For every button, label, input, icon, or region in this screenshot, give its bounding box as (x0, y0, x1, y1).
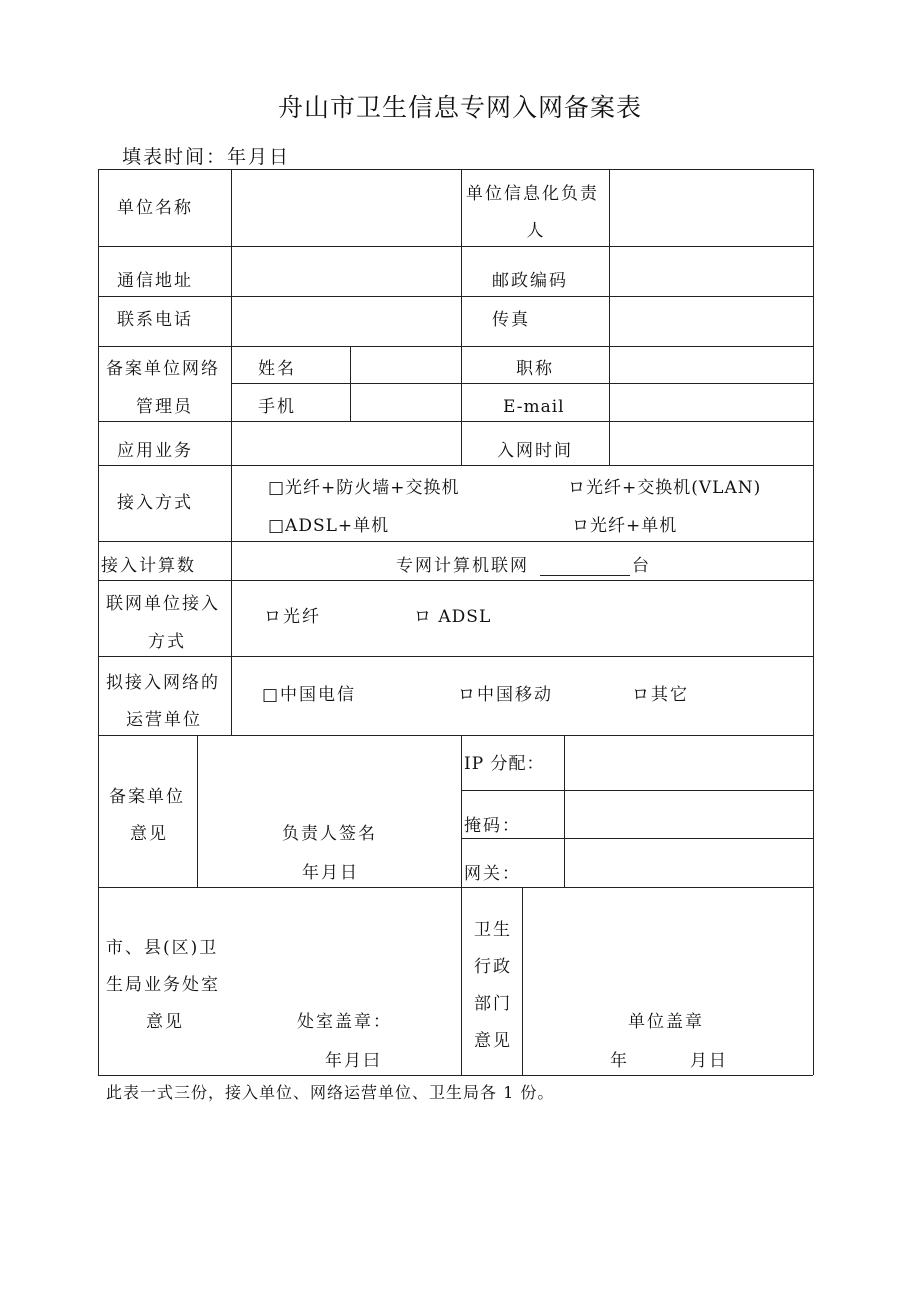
computer-count-blank[interactable] (540, 575, 630, 576)
computer-count-label: 接入计算数 (101, 556, 196, 576)
bureau-label-end: 意见 (146, 1012, 184, 1032)
app-business-label: 应用业务 (117, 441, 193, 461)
access-option-fiber-switch-vlan[interactable]: ロ光纤+交换机(VLAN) (568, 478, 762, 498)
bureau-label-cont: 生局业务处室 (106, 975, 220, 995)
signature-date: 年月日 (302, 863, 359, 883)
it-head-label-cont: 人 (526, 221, 546, 241)
health-dept-label-4: 意见 (474, 1031, 512, 1051)
footer-note: 此表一式三份，接入单位、网络运营单位、卫生局各 1 份。 (106, 1083, 555, 1102)
join-time-label: 入网时间 (497, 441, 573, 461)
it-head-label: 单位信息化负责 (466, 184, 599, 204)
name-label: 姓名 (258, 359, 296, 379)
unit-stamp-year: 年 (610, 1051, 629, 1071)
mobile-label: 手机 (258, 397, 296, 417)
health-dept-label-2: 行政 (474, 957, 512, 977)
phone-label: 联系电话 (117, 310, 193, 330)
title-label: 职称 (516, 359, 554, 379)
network-access-label: 联网单位接入 (106, 594, 220, 614)
carrier-label: 拟接入网络的 (106, 673, 220, 693)
gateway-label: 网关： (464, 864, 521, 884)
health-dept-label-1: 卫生 (474, 920, 512, 940)
access-option-adsl-single[interactable]: □ADSL+单机 (268, 516, 390, 536)
unit-name-label: 单位名称 (117, 198, 193, 218)
access-option-fiber-firewall-switch[interactable]: □光纤+防火墙+交换机 (268, 478, 460, 498)
email-label: E-mail (503, 397, 565, 417)
unit-stamp-label: 单位盖章 (628, 1012, 704, 1032)
address-label: 通信地址 (117, 271, 193, 291)
admin-label: 备案单位网络 (106, 359, 220, 379)
ip-label: IP 分配： (464, 754, 545, 774)
access-option-fiber-single[interactable]: ロ光纤+单机 (572, 516, 678, 536)
health-dept-label-3: 部门 (474, 994, 512, 1014)
office-stamp-label: 处室盖章： (297, 1012, 392, 1032)
carrier-option-telecom[interactable]: □中国电信 (262, 685, 357, 705)
admin-label-cont: 管理员 (136, 397, 193, 417)
signature-label: 负责人签名 (282, 824, 377, 844)
network-option-adsl[interactable]: ロ ADSL (414, 607, 492, 627)
opinion-label-cont: 意见 (130, 824, 168, 844)
bureau-label: 市、县(区)卫 (106, 938, 219, 958)
postcode-label: 邮政编码 (492, 271, 568, 291)
computer-count-text: 专网计算机联网 (396, 556, 529, 576)
access-mode-label: 接入方式 (117, 493, 193, 513)
network-option-fiber[interactable]: ロ光纤 (264, 607, 321, 627)
fill-date-label: 填表时间：年月日 (122, 146, 291, 168)
page-title: 舟山市卫生信息专网入网备案表 (277, 93, 642, 122)
computer-count-unit: 台 (632, 556, 651, 576)
carrier-label-cont: 运营单位 (126, 710, 202, 730)
office-stamp-date: 年月曰 (325, 1051, 382, 1071)
mask-label: 掩码： (464, 816, 521, 836)
carrier-option-mobile[interactable]: ロ中国移动 (458, 685, 553, 705)
carrier-option-other[interactable]: ロ其它 (632, 685, 689, 705)
fax-label: 传真 (492, 310, 530, 330)
unit-stamp-month-day: 月日 (690, 1051, 728, 1071)
network-access-label-cont: 方式 (148, 632, 186, 652)
opinion-label: 备案单位 (109, 787, 185, 807)
